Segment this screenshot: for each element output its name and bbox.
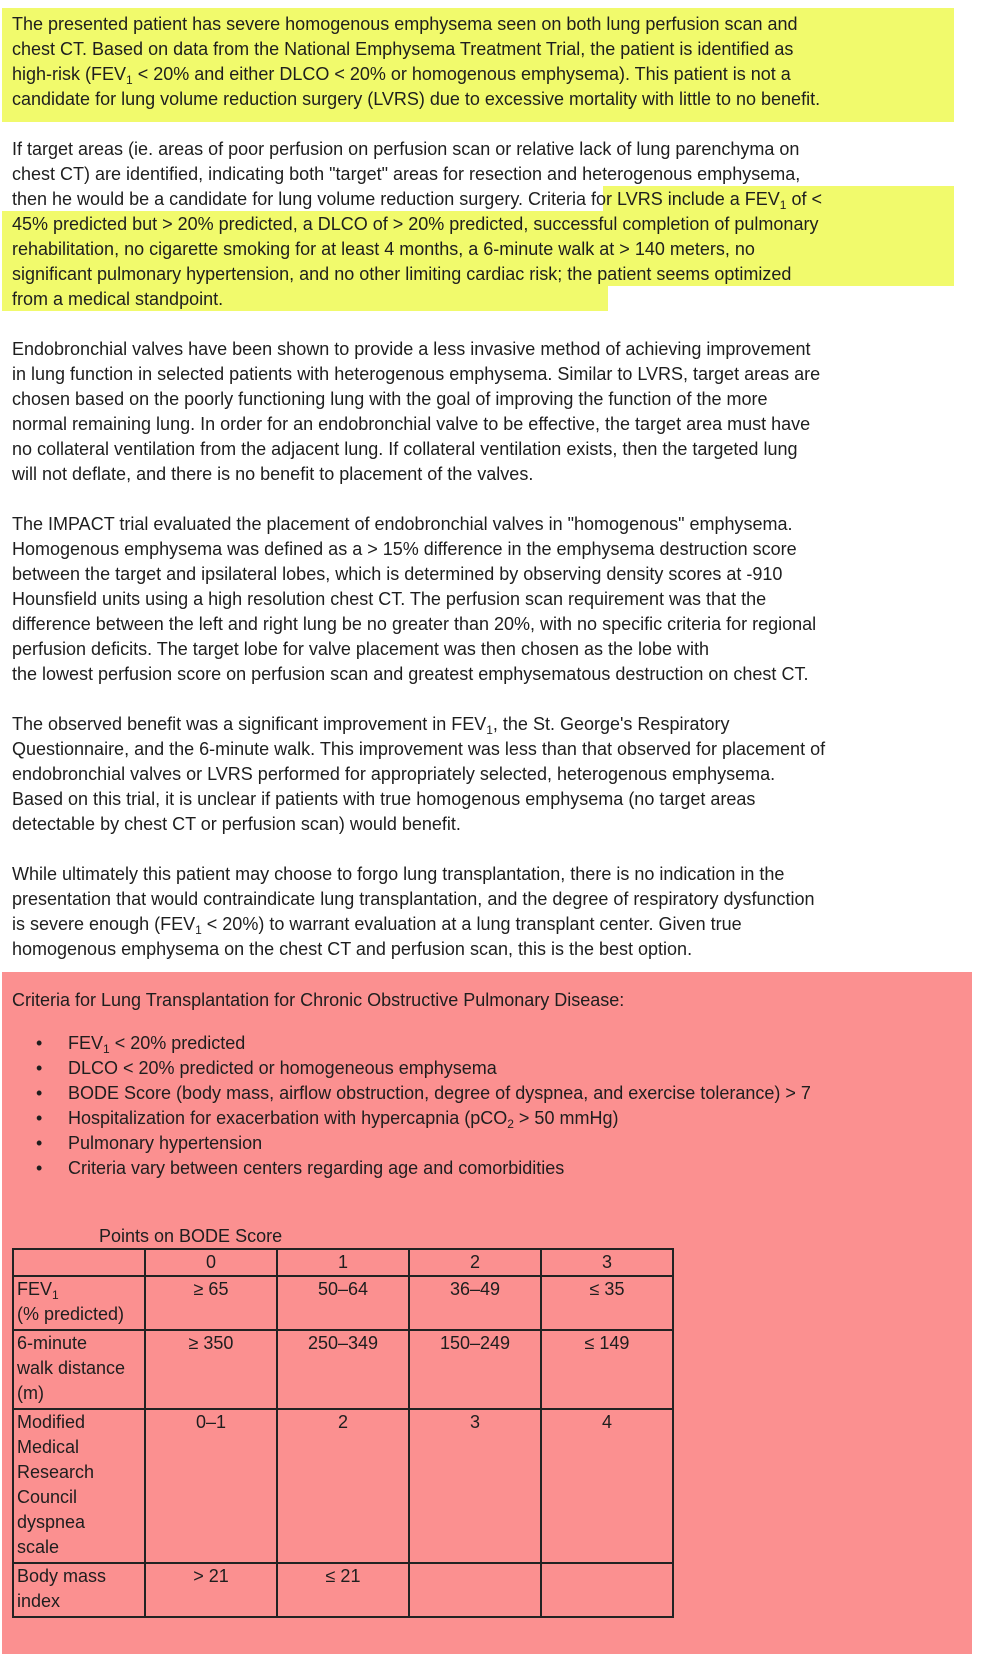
text-line: chosen based on the poorly functioning lung with the goal of improving the function of the more — [12, 389, 768, 409]
table-row — [13, 1409, 673, 1563]
text-line: perfusion deficits. The target lobe for valve placement was then chosen as the lobe with — [12, 639, 710, 659]
row-label: Body mass index — [13, 1563, 145, 1617]
table-cell: 2 — [277, 1409, 409, 1563]
table-cell: > 21 — [145, 1563, 277, 1617]
list-item: • $FEV_1 < 20\%$ predicted — [36, 1031, 811, 1056]
text-line: Hounsfield units using a high resolution chest CT. The perfusion scan requirement was that the — [12, 589, 767, 609]
list-item: • BODE Score (body mass, airflow obstruction, degree of dyspnea, and exercise tolerance) > 7 — [36, 1081, 811, 1106]
table-cell: 50–64 — [277, 1276, 409, 1330]
table-header-cell: 2 — [409, 1249, 541, 1276]
list-item: • DLCO < 20% predicted or homogeneous emphysema — [36, 1056, 811, 1081]
table-cell: ≤ 35 — [541, 1276, 673, 1330]
list-item: • Hospitalization for exacerbation with hypercapnia (pCO$_2$ > 50 mmHg) — [36, 1106, 811, 1131]
text-line: between the target and ipsilateral lobes, which is determined by observing density scores at -910 — [12, 564, 783, 584]
table-header-row — [13, 1249, 673, 1276]
row-label: 6-minute walk distance (m) — [13, 1330, 145, 1409]
table-header-cell: 1 — [277, 1249, 409, 1276]
text-line: Questionnaire, and the 6-minute walk. This improvement was less than that observed for placement of — [12, 739, 826, 759]
text-line: detectable by chest CT or perfusion scan) would benefit. — [12, 814, 461, 834]
text-line: candidate for lung volume reduction surgery (LVRS) due to excessive mortality with little to no benefit. — [12, 89, 821, 109]
text-line: in lung function in selected patients with heterogenous emphysema. Similar to LVRS, target areas are — [12, 364, 821, 384]
text-line: homogenous emphysema on the chest CT and perfusion scan, this is the best option. — [12, 939, 693, 959]
table-row — [13, 1330, 673, 1409]
text-line: Homogenous emphysema was defined as a > 15% difference in the emphysema destruction score — [12, 539, 797, 559]
text-line: endobronchial valves or LVRS performed for appropriately selected, heterogenous emphysema. — [12, 764, 776, 784]
paragraph-observed-benefit — [12, 712, 972, 837]
paragraph-endobronchial-valves — [12, 337, 972, 487]
table-cell — [409, 1563, 541, 1617]
text-line: 45% predicted but > 20% predicted, a DLCO of > 20% predicted, successful completion of pulmonary — [12, 214, 819, 234]
text-line: is severe enough $(FEV_1 < 20\%)$ to warrant evaluation at a lung transplant center. Given true — [12, 914, 742, 937]
criteria-title: Criteria for Lung Transplantation for Chronic Obstructive Pulmonary Disease: — [12, 990, 625, 1010]
paragraph-lvrs-criteria — [12, 137, 972, 312]
bode-score-table — [12, 1248, 674, 1618]
text-line: the lowest perfusion score on perfusion scan and greatest emphysematous destruction on chest CT. — [12, 664, 809, 684]
text-line: While ultimately this patient may choose to forgo lung transplantation, there is no indication in the — [12, 864, 785, 884]
text-line: high-risk ($FEV_1 < 20\%$ and either DLCO < 20% or homogenous emphysema). This patient is not a — [12, 64, 791, 87]
list-item: • Criteria vary between centers regarding age and comorbidities — [36, 1156, 811, 1181]
table-cell — [541, 1563, 673, 1617]
table-cell: 150–249 — [409, 1330, 541, 1409]
text-line: difference between the left and right lung be no greater than 20%, with no specific criteria for regional — [12, 614, 817, 634]
text-line: If target areas (ie. areas of poor perfusion on perfusion scan or relative lack of lung parenchyma on — [12, 139, 800, 159]
text-line: no collateral ventilation from the adjacent lung. If collateral ventilation exists, then the targeted lung — [12, 439, 798, 459]
text-line: significant pulmonary hypertension, and no other limiting cardiac risk; the patient seems optimized — [12, 264, 792, 284]
table-row — [13, 1276, 673, 1330]
text-line: chest CT. Based on data from the National Emphysema Treatment Trial, the patient is identified as — [12, 39, 794, 59]
text-line: chest CT) are identified, indicating both "target" areas for resection and heterogenous emphysema, — [12, 164, 801, 184]
text-line: Based on this trial, it is unclear if patients with true homogenous emphysema (no target areas — [12, 789, 756, 809]
text-line: The observed benefit was a significant improvement in $FEV_1$, the St. George's Respiratory — [12, 714, 730, 737]
criteria-list — [36, 1031, 811, 1181]
row-label: Modified Medical Research Council dyspnea scale — [13, 1409, 145, 1563]
text-line: The presented patient has severe homogenous emphysema seen on both lung perfusion scan and — [12, 14, 798, 34]
table-row — [13, 1563, 673, 1617]
table-header-cell: 0 — [145, 1249, 277, 1276]
text-line: from a medical standpoint. — [12, 289, 224, 309]
text-line: rehabilitation, no cigarette smoking for at least 4 months, a 6-minute walk at > 140 meters, no — [12, 239, 755, 259]
table-cell: 36–49 — [409, 1276, 541, 1330]
text-line: normal remaining lung. In order for an endobronchial valve to be effective, the target area must have — [12, 414, 811, 434]
text-line: presentation that would contraindicate lung transplantation, and the degree of respiratory dysfunction — [12, 889, 815, 909]
table-cell: 0–1 — [145, 1409, 277, 1563]
text-line: will not deflate, and there is no benefit to placement of the valves. — [12, 464, 534, 484]
text-line: then he would be a candidate for lung volume reduction surgery. Criteria for LVRS include a $FEV_1$ of < — [12, 189, 822, 212]
paragraph-transplant-recommendation — [12, 862, 972, 962]
table-cell: ≥ 350 — [145, 1330, 277, 1409]
text-line: The IMPACT trial evaluated the placement of endobronchial valves in "homogenous" emphysema. — [12, 514, 793, 534]
table-cell: ≥ 65 — [145, 1276, 277, 1330]
table-cell: 3 — [409, 1409, 541, 1563]
table-cell: ≤ 149 — [541, 1330, 673, 1409]
table-cell: ≤ 21 — [277, 1563, 409, 1617]
table-cell: 4 — [541, 1409, 673, 1563]
table-header-cell: 3 — [541, 1249, 673, 1276]
table-cell — [13, 1249, 145, 1276]
paragraph-impact-trial — [12, 512, 972, 687]
text-line: Endobronchial valves have been shown to provide a less invasive method of achieving improvement — [12, 339, 811, 359]
bode-table-caption: Points on BODE Score — [99, 1226, 283, 1246]
paragraph-risk-assessment — [12, 12, 972, 112]
table-cell: 250–349 — [277, 1330, 409, 1409]
list-item: • Pulmonary hypertension — [36, 1131, 811, 1156]
row-label: $FEV_1$ (% predicted) — [13, 1276, 145, 1330]
